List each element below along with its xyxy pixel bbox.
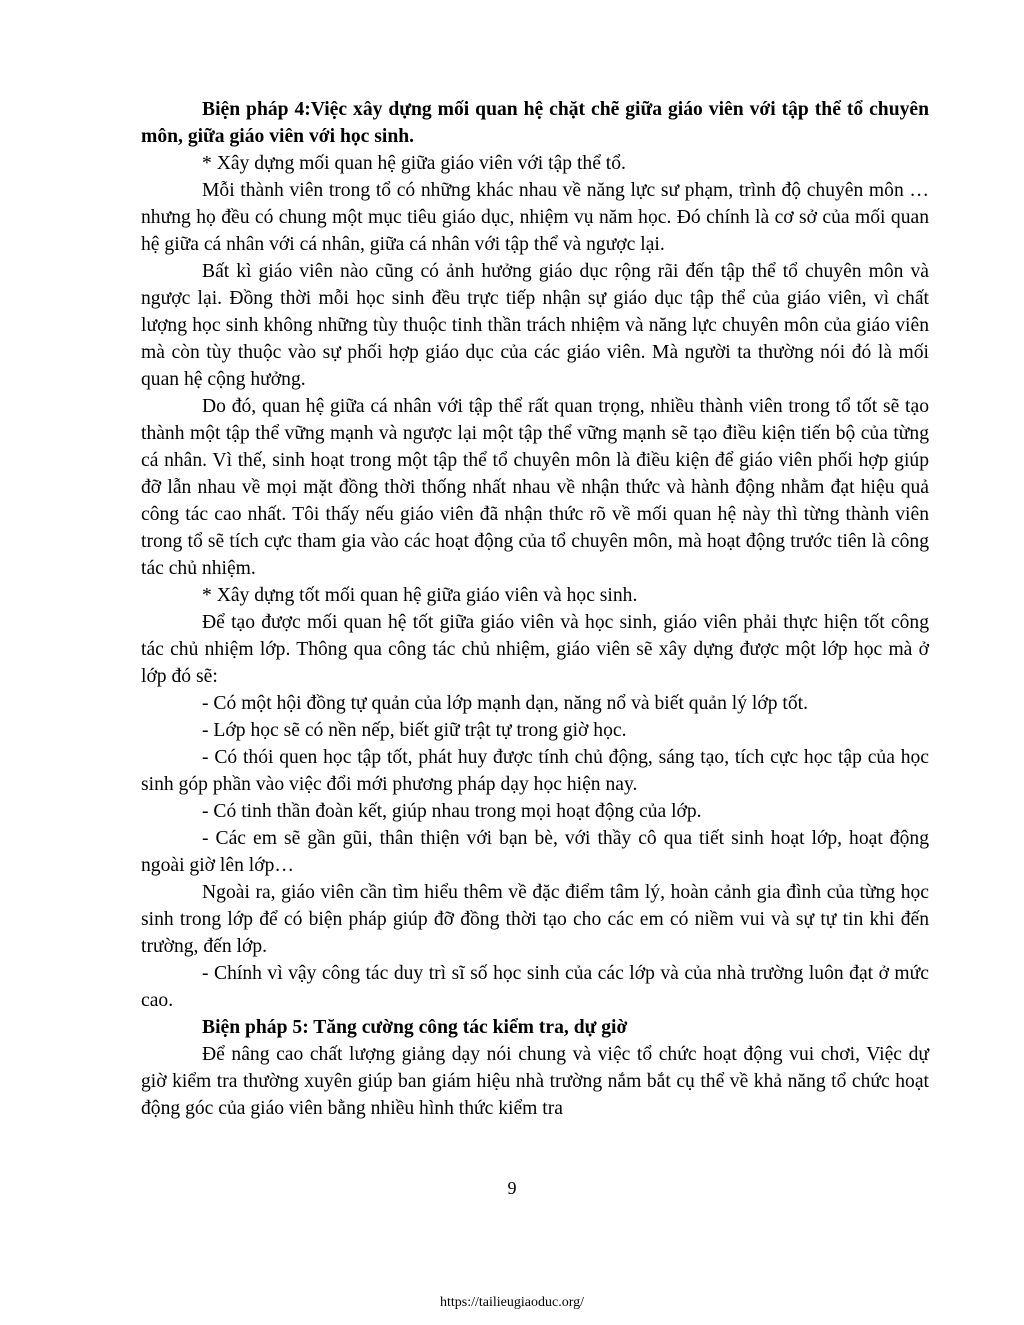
footer-url[interactable]: https://tailieugiaoduc.org/ <box>440 1295 584 1310</box>
paragraph: Do đó, quan hệ giữa cá nhân với tập thể rất quan trọng, nhiều thành viên trong tổ tốt sẽ tạo thành một tập thể vững mạnh và ngược lại một tập thể vững mạnh sẽ tạo điều kiện tiến bộ của từng cá nhân. Vì thế, sinh hoạt trong một tập thể tổ chuyên môn là điều kiện để giáo viên phối hợp giúp đỡ lẫn nhau về mọi mặt đồng thời thống nhất nhau về nhận thức và hành động nhằm đạt hiệu quả công tác cao nhất. Tôi thấy nếu giáo viên đã nhận thức rõ về mối quan hệ này thì từng thành viên trong tổ sẽ tích cực tham gia vào các hoạt động của tổ chuyên môn, mà hoạt động trước tiên là công tác chủ nhiệm. <box>141 396 929 579</box>
paragraph: * Xây dựng tốt mối quan hệ giữa giáo viên và học sinh. <box>202 585 638 606</box>
paragraph: Mỗi thành viên trong tổ có những khác nhau về năng lực sư phạm, trình độ chuyên môn …nhưng họ đều có chung một mục tiêu giáo dục, nhiệm vụ năm học. Đó chính là cơ sở của mối quan hệ giữa cá nhân với cá nhân, giữa cá nhân với tập thể và ngược lại. <box>141 180 929 255</box>
paragraph: * Xây dựng mối quan hệ giữa giáo viên với tập thể tổ. <box>202 153 626 174</box>
paragraph: Để tạo được mối quan hệ tốt giữa giáo viên và học sinh, giáo viên phải thực hiện tốt công tác chủ nhiệm lớp. Thông qua công tác chủ nhiệm, giáo viên sẽ xây dựng được một lớp học mà ở lớp đó sẽ: <box>141 612 929 687</box>
paragraph: Ngoài ra, giáo viên cần tìm hiểu thêm về đặc điểm tâm lý, hoàn cảnh gia đình của từng học sinh trong lớp để có biện pháp giúp đỡ đồng thời tạo cho các em có niềm vui và sự tự tin khi đến trường, đến lớp. <box>141 882 929 957</box>
document-body <box>141 96 929 1122</box>
paragraph: Bất kì giáo viên nào cũng có ảnh hưởng giáo dục rộng rãi đến tập thể tổ chuyên môn và ngược lại. Đồng thời mỗi học sinh đều trực tiếp nhận sự giáo dục tập thể của giáo viên, vì chất lượng học sinh không những tùy thuộc tinh thần trách nhiệm và năng lực chuyên môn của giáo viên mà còn tùy thuộc vào sự phối hợp giáo dục của các giáo viên. Mà người ta thường nói đó là mối quan hệ cộng hưởng. <box>141 261 929 390</box>
list-item: - Có một hội đồng tự quản của lớp mạnh dạn, năng nổ và biết quản lý lớp tốt. <box>202 693 808 714</box>
heading-measure-5: Biện pháp 5: Tăng cường công tác kiểm tra, dự giờ <box>202 1017 628 1038</box>
heading-measure-4: Biện pháp 4:Việc xây dựng mối quan hệ chặt chẽ giữa giáo viên với tập thể tổ chuyên môn, giữa giáo viên với học sinh. <box>141 99 929 147</box>
list-item: - Các em sẽ gần gũi, thân thiện với bạn bè, với thầy cô qua tiết sinh hoạt lớp, hoạt động ngoài giờ lên lớp… <box>141 828 929 876</box>
list-item: - Có thói quen học tập tốt, phát huy được tính chủ động, sáng tạo, tích cực học tập của học sinh góp phần vào việc đổi mới phương pháp dạy học hiện nay. <box>141 747 929 795</box>
page-number: 9 <box>507 1178 517 1198</box>
paragraph: - Chính vì vậy công tác duy trì sĩ số học sinh của các lớp và của nhà trường luôn đạt ở mức cao. <box>141 963 929 1011</box>
list-item: - Lớp học sẽ có nền nếp, biết giữ trật tự trong giờ học. <box>202 720 627 741</box>
paragraph: Để nâng cao chất lượng giảng dạy nói chung và việc tổ chức hoạt động vui chơi, Việc dự giờ kiểm tra thường xuyên giúp ban giám hiệu nhà trường nắm bắt cụ thể về khả năng tổ chức hoạt động góc của giáo viên bằng nhiều hình thức kiểm tra <box>141 1044 929 1119</box>
list-item: - Có tinh thần đoàn kết, giúp nhau trong mọi hoạt động của lớp. <box>202 801 702 822</box>
